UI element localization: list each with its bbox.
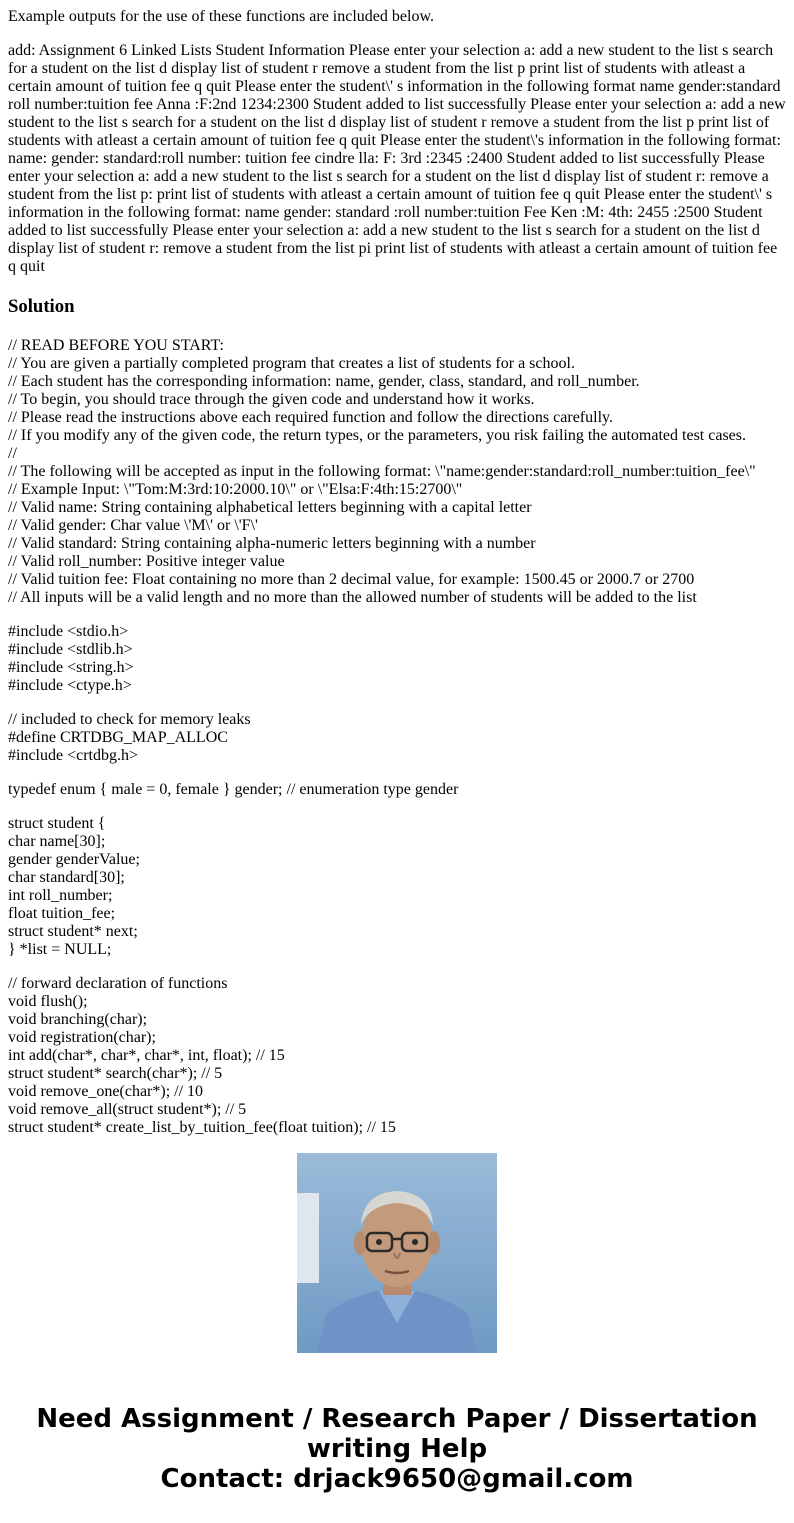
code-line: char standard[30]; (8, 869, 125, 886)
code-line: int roll_number; (8, 887, 113, 904)
code-line: struct student { (8, 815, 106, 832)
banner-line-1: Need Assignment / Research Paper / Dissertation (36, 1404, 758, 1434)
code-line: struct student* next; (8, 923, 138, 940)
code-line: #include <string.h> (8, 659, 134, 676)
code-line: // All inputs will be a valid length and no more than the allowed number of students will be added to the list (8, 589, 697, 606)
enum-block (8, 781, 788, 799)
code-line: #include <crtdbg.h> (8, 747, 139, 764)
code-line: int add(char*, char*, char*, int, float); // 15 (8, 1047, 285, 1064)
banner-line-2: writing Help (306, 1434, 488, 1464)
code-line: struct student* search(char*); // 5 (8, 1065, 223, 1082)
code-line: char name[30]; (8, 833, 106, 850)
code-line: // Valid name: String containing alphabetical letters beginning with a capital letter (8, 499, 532, 516)
code-line: void flush(); (8, 993, 88, 1010)
code-line: // You are given a partially completed program that creates a list of students for a school. (8, 355, 575, 372)
code-line: float tuition_fee; (8, 905, 116, 922)
code-line: // To begin, you should trace through the given code and understand how it works. (8, 391, 535, 408)
code-line: // Example Input: \"Tom:M:3rd:10:2000.10\" or \"Elsa:F:4th:15:2700\" (8, 481, 463, 498)
code-line: } *list = NULL; (8, 941, 112, 958)
forward-declarations-block (8, 975, 788, 1137)
code-line: // The following will be accepted as input in the following format: \"name:gender:standard:roll_number:tuition_fee\" (8, 463, 756, 480)
contact-banner (0, 1404, 794, 1494)
document-content (8, 0, 788, 1136)
author-avatar (297, 1153, 497, 1353)
code-line: // Please read the instructions above each required function and follow the directions carefully. (8, 409, 613, 426)
code-line: // Valid roll_number: Positive integer value (8, 553, 285, 570)
memory-check-block (8, 711, 788, 765)
code-line: #include <ctype.h> (8, 677, 132, 694)
question-text: add: Assignment 6 Linked Lists Student Information Please enter your selection a: add a new student to the list s search for a student on the list d display list of student r remove a student from the list p print list of students with atleast a certain amount of tuition fee q quit Please enter the student\' s information in the following format name gender:standard roll number:tuition fee Anna :F:2nd 1234:2300 Student added to list successfully Please enter your selection a: add a new student to the list s search for a student on the list d display list of student r remove a student from the list p print list of students with atleast a certain amount of tuition fee q quit Please enter the student\'s information in the following format: name: gender: standard:roll number: tuition fee cindre lla: F: 3rd :2345 :2400 Student added to list successfully Please enter your selection a: add a new student to the list s search for a student on the list d display list of student r: remove a student from the list p: print list of students with atleast a certain amount of tuition fee q quit Please enter the student\' s information in the following format: name gender: standard :roll number:tuition Fee Ken :M: 4th: 2455 :2500 Student added to list successfully Please enter your selection a: add a new student to the list s search for a student on the list d display list of student r: remove a student from the list pi print list of students with atleast a certain amount of tuition fee q quit (8, 42, 786, 275)
code-line: // included to check for memory leaks (8, 711, 251, 728)
author-portrait (297, 1153, 497, 1353)
code-line: gender genderValue; (8, 851, 140, 868)
code-line: // Each student has the corresponding information: name, gender, class, standard, and roll_number. (8, 373, 640, 390)
contact-email: Contact: drjack9650@gmail.com (160, 1464, 634, 1494)
struct-block (8, 815, 788, 959)
code-line: // (8, 445, 17, 462)
code-line: void registration(char); (8, 1029, 156, 1046)
code-line: // forward declaration of functions (8, 975, 228, 992)
code-line: // If you modify any of the given code, the return types, or the parameters, you risk failing the automated test cases. (8, 427, 746, 444)
solution-heading: Solution (8, 296, 75, 317)
code-line: // Valid standard: String containing alpha-numeric letters beginning with a number (8, 535, 536, 552)
code-line: void branching(char); (8, 1011, 148, 1028)
code-line: struct student* create_list_by_tuition_fee(float tuition); // 15 (8, 1119, 396, 1136)
code-line: void remove_all(struct student*); // 5 (8, 1101, 247, 1118)
code-line: #include <stdlib.h> (8, 641, 133, 658)
code-line: void remove_one(char*); // 10 (8, 1083, 204, 1100)
code-line: // Valid tuition fee: Float containing no more than 2 decimal value, for example: 1500.45 or 2000.7 or 2700 (8, 571, 695, 588)
header-comments (8, 337, 788, 607)
code-line: #include <stdio.h> (8, 623, 129, 640)
code-line: // Valid gender: Char value \'M\' or \'F\' (8, 517, 258, 534)
intro-text: Example outputs for the use of these functions are included below. (8, 8, 434, 25)
code-line: // READ BEFORE YOU START: (8, 337, 224, 354)
includes-block (8, 623, 788, 695)
code-line: #define CRTDBG_MAP_ALLOC (8, 729, 228, 746)
code-line: typedef enum { male = 0, female } gender; // enumeration type gender (8, 781, 459, 798)
